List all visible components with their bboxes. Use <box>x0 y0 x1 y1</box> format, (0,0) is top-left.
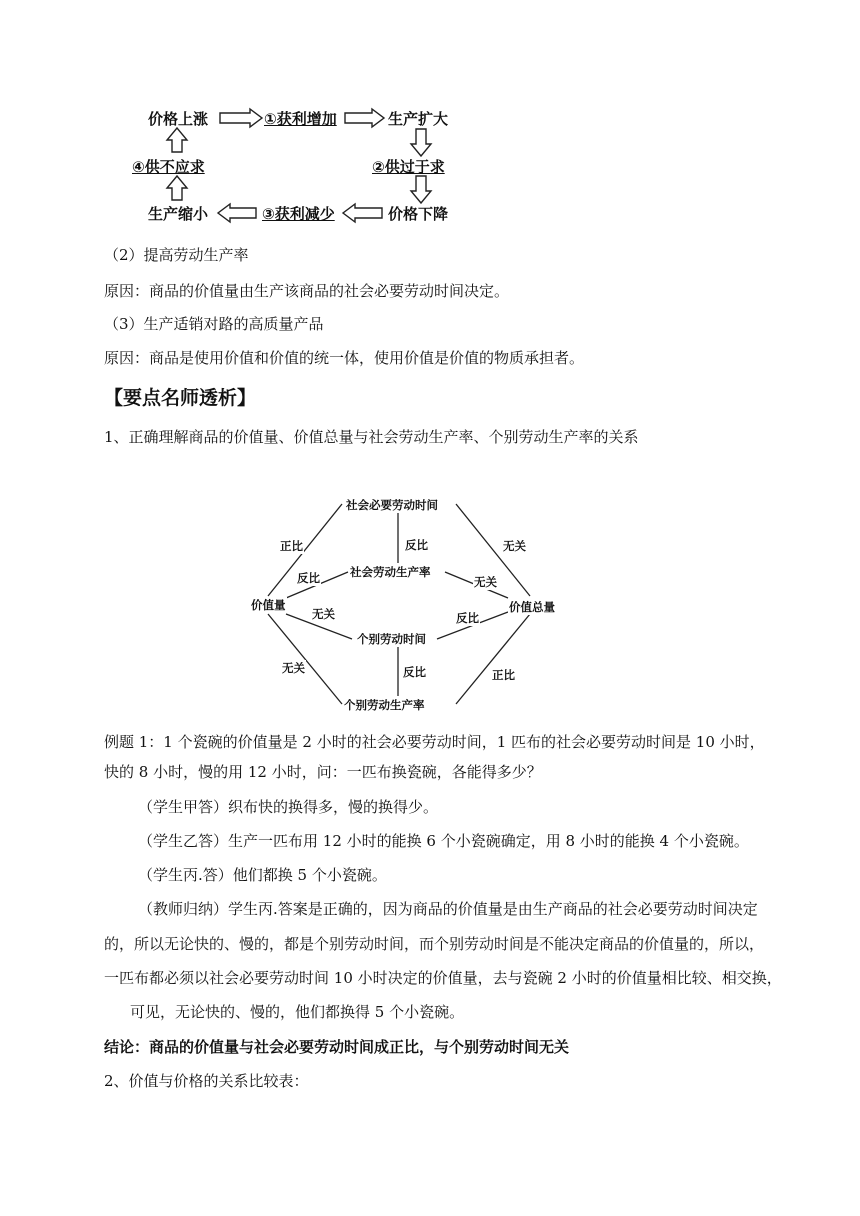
teacher-summary-line-1: （教师归纳）学生丙.答案是正确的，因为商品的价值量是由生产商品的社会必要劳动时间决定 <box>138 900 758 918</box>
label-proportional: 正比 <box>492 668 515 682</box>
reason-2: 原因：商品的价值量由生产该商品的社会必要劳动时间决定。 <box>104 282 510 300</box>
flow-node-oversupply: ②供过于求 <box>372 158 445 176</box>
point-2: 2、价值与价格的关系比较表： <box>104 1072 309 1090</box>
section-heading: 【要点名师透析】 <box>104 387 257 409</box>
label-unrelated: 无关 <box>282 661 305 675</box>
flow-node-production-shrink: 生产缩小 <box>148 205 209 223</box>
line-bottom-left <box>268 614 342 704</box>
node-total-value: 价值总量 <box>509 600 555 614</box>
label-unrelated: 无关 <box>312 607 335 621</box>
label-inverse: 反比 <box>405 538 428 552</box>
label-unrelated: 无关 <box>474 575 497 589</box>
node-individual-labor-time: 个别劳动时间 <box>357 632 426 646</box>
node-social-necessary-labor-time: 社会必要劳动时间 <box>346 498 438 512</box>
flow-node-price-rise: 价格上涨 <box>148 110 209 128</box>
label-inverse: 反比 <box>456 611 479 625</box>
answer-student-a: （学生甲答）织布快的换得多，慢的换得少。 <box>138 798 439 816</box>
reason-3: 原因：商品是使用价值和价值的统一体，使用价值是价值的物质承担者。 <box>104 349 585 367</box>
node-individual-labor-productivity: 个别劳动生产率 <box>344 698 425 712</box>
answer-student-b: （学生乙答）生产一匹布用 12 小时的能换 6 个小瓷碗确定，用 8 小时的能换 4 个小瓷碗。 <box>138 832 749 850</box>
conclusion: 结论：商品的价值量与社会必要劳动时间成正比，与个别劳动时间无关 <box>104 1038 570 1056</box>
label-proportional: 正比 <box>280 539 303 553</box>
flow-node-shortage: ④供不应求 <box>132 158 205 176</box>
flow-node-profit-decrease: ③获利减少 <box>262 205 335 223</box>
teacher-summary-line-2: 的，所以无论快的、慢的，都是个别劳动时间，而个别劳动时间是不能决定商品的价值量的，所以， <box>104 935 765 953</box>
flow-node-production-expand: 生产扩大 <box>388 110 449 128</box>
label-unrelated: 无关 <box>503 539 526 553</box>
item-3: （3）生产适销对路的高质量产品 <box>104 315 324 333</box>
node-value-amount: 价值量 <box>251 598 286 612</box>
example-line-1: 例题 1：1 个瓷碗的价值量是 2 小时的社会必要劳动时间，1 匹布的社会必要劳动时间是 10 小时， <box>104 733 765 751</box>
label-inverse: 反比 <box>403 665 426 679</box>
answer-student-c: （学生丙.答）他们都换 5 个小瓷碗。 <box>138 866 387 884</box>
flow-node-price-fall: 价格下降 <box>388 205 449 223</box>
example-line-2: 快的 8 小时，慢的用 12 小时，问：一匹布换瓷碗，各能得多少？ <box>104 763 542 781</box>
node-social-labor-productivity: 社会劳动生产率 <box>350 565 431 579</box>
label-inverse: 反比 <box>297 571 320 585</box>
flow-node-profit-increase: ①获利增加 <box>264 110 337 128</box>
point-1: 1、正确理解商品的价值量、价值总量与社会劳动生产率、个别劳动生产率的关系 <box>104 428 639 446</box>
teacher-summary-line-4: 可见，无论快的、慢的，他们都换得 5 个小瓷碗。 <box>130 1003 465 1021</box>
teacher-summary-line-3: 一匹布都必须以社会必要劳动时间 10 小时决定的价值量，去与瓷碗 2 小时的价值量相比较、相交换， <box>104 969 782 987</box>
item-2: （2）提高劳动生产率 <box>104 246 249 264</box>
